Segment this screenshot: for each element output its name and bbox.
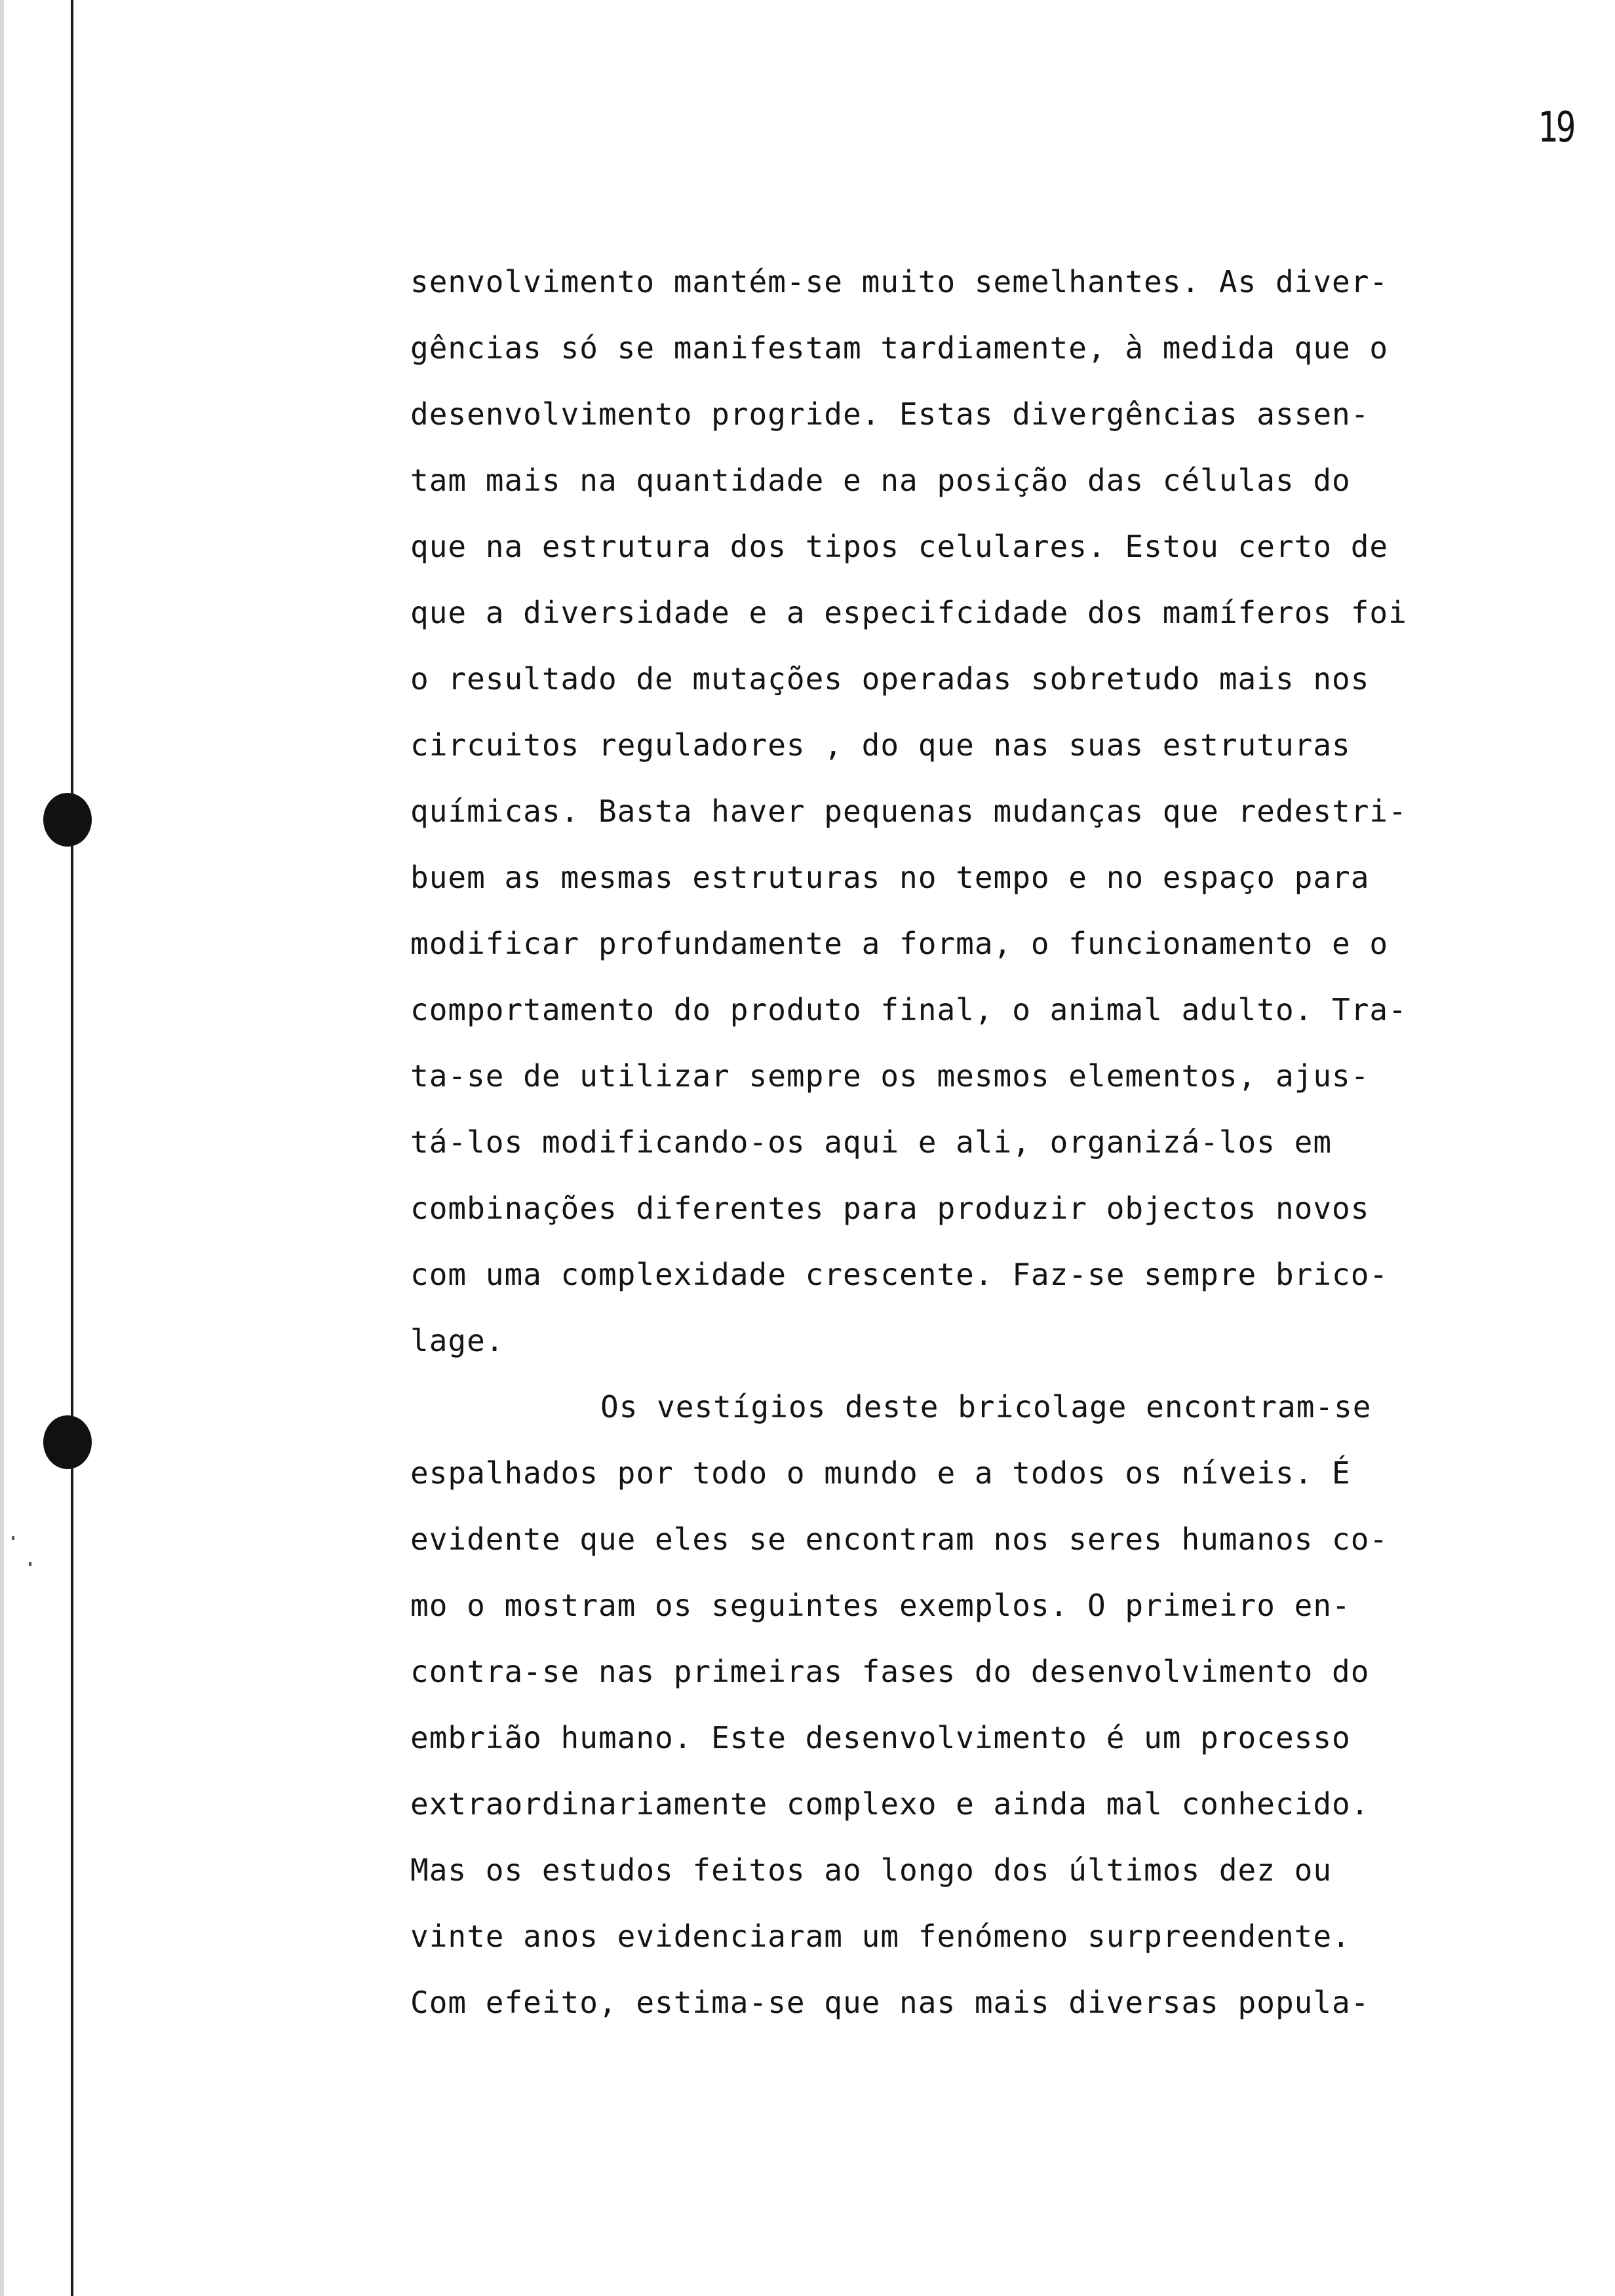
text-line: o resultado de mutações operadas sobretudo mais nos: [410, 661, 1370, 697]
text-line: circuitos reguladores , do que nas suas estruturas: [410, 727, 1351, 763]
text-line: modificar profundamente a forma, o funcionamento e o: [410, 926, 1389, 961]
text-line: gências só se manifestam tardiamente, à medida que o: [410, 330, 1389, 366]
text-line: evidente que eles se encontram nos seres humanos co-: [410, 1521, 1389, 1557]
text-line: contra-se nas primeiras fases do desenvolvimento do: [410, 1654, 1370, 1689]
text-line: desenvolvimento progride. Estas divergências assen-: [410, 396, 1370, 432]
punch-hole-top: [43, 793, 92, 847]
text-line: mo o mostram os seguintes exemplos. O primeiro en-: [410, 1588, 1351, 1623]
text-line: ta-se de utilizar sempre os mesmos elementos, ajus-: [410, 1058, 1370, 1094]
punch-hole-bottom: [43, 1415, 92, 1469]
paragraph-first-line: Os vestígios deste bricolage encontram-se: [600, 1389, 1372, 1425]
text-line: vinte anos evidenciaram um fenómeno surpreendente.: [410, 1919, 1351, 1954]
text-line: Mas os estudos feitos ao longo dos últimos dez ou: [410, 1852, 1333, 1888]
text-line: com uma complexidade crescente. Faz-se sempre brico-: [410, 1257, 1389, 1292]
body-text: [410, 249, 1472, 2036]
text-line: embrião humano. Este desenvolvimento é um processo: [410, 1720, 1351, 1755]
text-line: senvolvimento mantém-se muito semelhantes. As diver-: [410, 264, 1389, 299]
text-line: combinações diferentes para produzir objectos novos: [410, 1191, 1370, 1226]
text-line: comportamento do produto final, o animal adulto. Tra-: [410, 992, 1407, 1027]
text-line: Com efeito, estima-se que nas mais diversas popula-: [410, 1985, 1370, 2020]
text-line: que a diversidade e a especifcidade dos mamíferos foi: [410, 595, 1407, 630]
scan-speck: [29, 1562, 31, 1566]
binding-margin-line: [71, 0, 73, 2296]
text-line: tá-los modificando-os aqui e ali, organizá-los em: [410, 1124, 1333, 1160]
scan-speck: [12, 1536, 14, 1540]
text-line: extraordinariamente complexo e ainda mal conhecido.: [410, 1786, 1370, 1822]
text-line: buem as mesmas estruturas no tempo e no espaço para: [410, 860, 1370, 895]
page-number: 19: [1538, 104, 1574, 152]
text-line: tam mais na quantidade e na posição das células do: [410, 463, 1351, 498]
page-edge: [0, 0, 4, 2296]
text-line: espalhados por todo o mundo e a todos os níveis. É: [410, 1455, 1351, 1491]
text-line: químicas. Basta haver pequenas mudanças que redestri-: [410, 794, 1407, 829]
text-line: lage.: [410, 1323, 505, 1358]
text-line: que na estrutura dos tipos celulares. Estou certo de: [410, 529, 1389, 564]
